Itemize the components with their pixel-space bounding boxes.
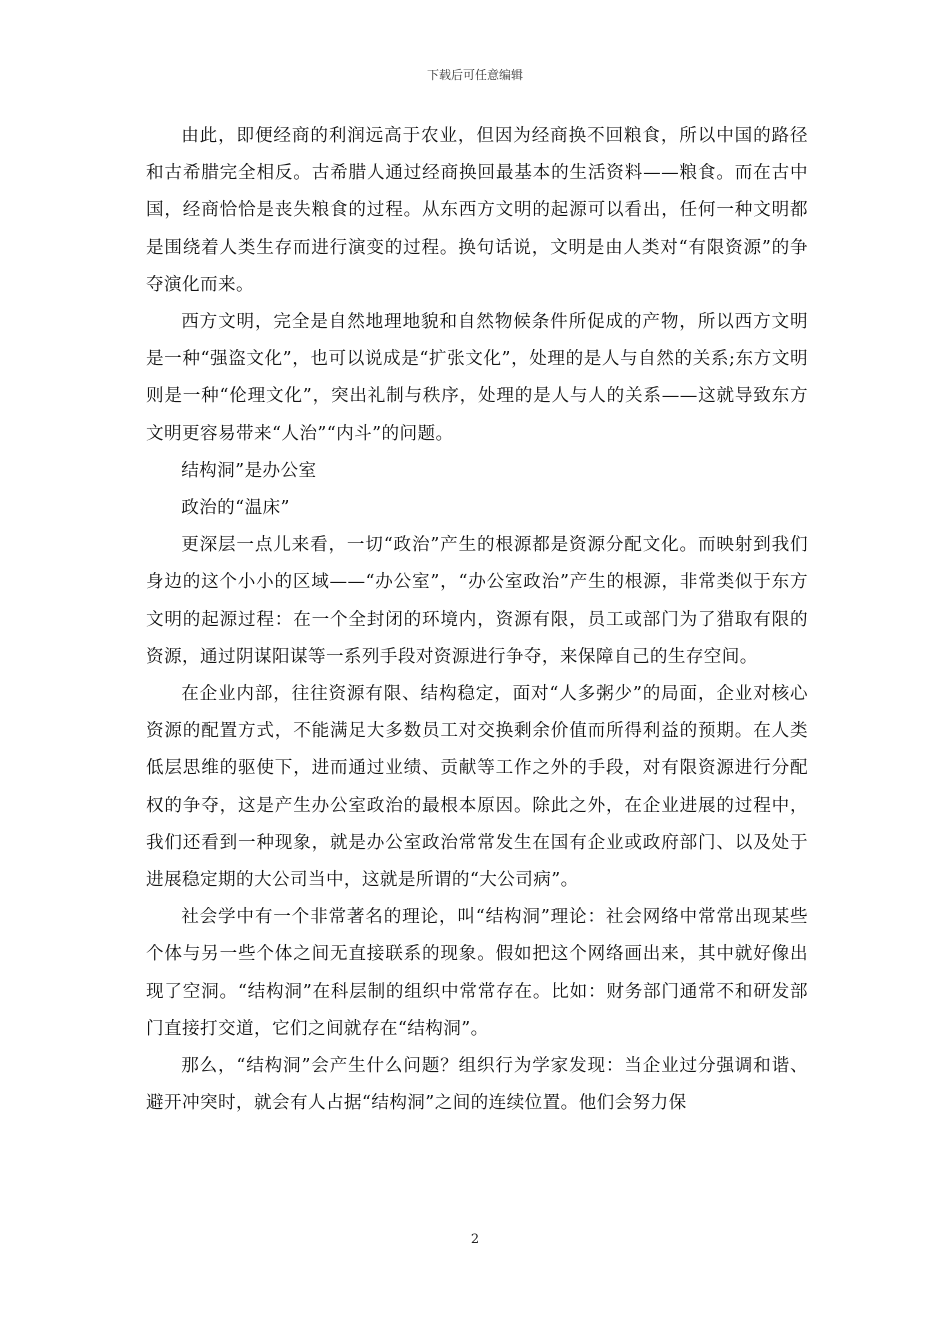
paragraph: 西方文明，完全是自然地理地貌和自然物候条件所促成的产物，所以西方文明是一种“强盗文化”，也可以说成是“扩张文化”，处理的是人与自然的关系;东方文明则是一种“伦理文化”，突出礼制与秩序，处理的是人与人的关系——这就导致东方文明更容易带来“人治”“内斗”的问题。 xyxy=(146,312,808,444)
paragraph: 在企业内部，往往资源有限、结构稳定，面对“人多粥少”的局面，企业对核心资源的配置方式，不能满足大多数员工对交换剩余价值而所得利益的预期。在人类低层思维的驱使下，进而通过业绩、贡献等工作之外的手段，对有限资源进行分配权的争夺，这是产生办公室政治的最根本原因。除此之外，在企业进展的过程中，我们还看到一种现象，就是办公室政治常常发生在国有企业或政府部门、以及处于进展稳定期的大公司当中，这就是所谓的“大公司病”。 xyxy=(146,684,808,891)
paragraph: 由此，即便经商的利润远高于农业，但因为经商换不回粮食，所以中国的路径和古希腊完全相反。古希腊人通过经商换回最基本的生活资料——粮食。而在古中国，经商恰恰是丧失粮食的过程。从东西方文明的起源可以看出，任何一种文明都是围绕着人类生存而进行演变的过程。换句话说，文明是由人类对“有限资源”的争夺演化而来。 xyxy=(146,126,808,295)
document-body xyxy=(146,118,808,1122)
page-number: 2 xyxy=(470,1232,480,1247)
paragraph: 社会学中有一个非常著名的理论，叫“结构洞”理论：社会网络中常常出现某些个体与另一些个体之间无直接联系的现象。假如把这个网络画出来，其中就好像出现了空洞。“结构洞”在科层制的组织中常常存在。比如：财务部门通常不和研发部门直接打交道，它们之间就存在“结构洞”。 xyxy=(146,907,808,1039)
paragraph: 更深层一点儿来看，一切“政治”产生的根源都是资源分配文化。而映射到我们身边的这个小小的区域——“办公室”，“办公室政治”产生的根源，非常类似于东方文明的起源过程：在一个全封闭的环境内，资源有限，员工或部门为了猎取有限的资源，通过阴谋阳谋等一系列手段对资源进行争夺，来保障自己的生存空间。 xyxy=(146,535,808,667)
paragraph: 那么，“结构洞”会产生什么问题？组织行为学家发现：当企业过分强调和谐、避开冲突时，就会有人占据“结构洞”之间的连续位置。他们会努力保 xyxy=(146,1056,808,1114)
section-heading-line-2: 政治的“温床” xyxy=(181,498,290,519)
section-heading-line-1: 结构洞”是办公室 xyxy=(181,460,317,481)
page-header: 下载后可任意编辑 xyxy=(426,68,523,82)
